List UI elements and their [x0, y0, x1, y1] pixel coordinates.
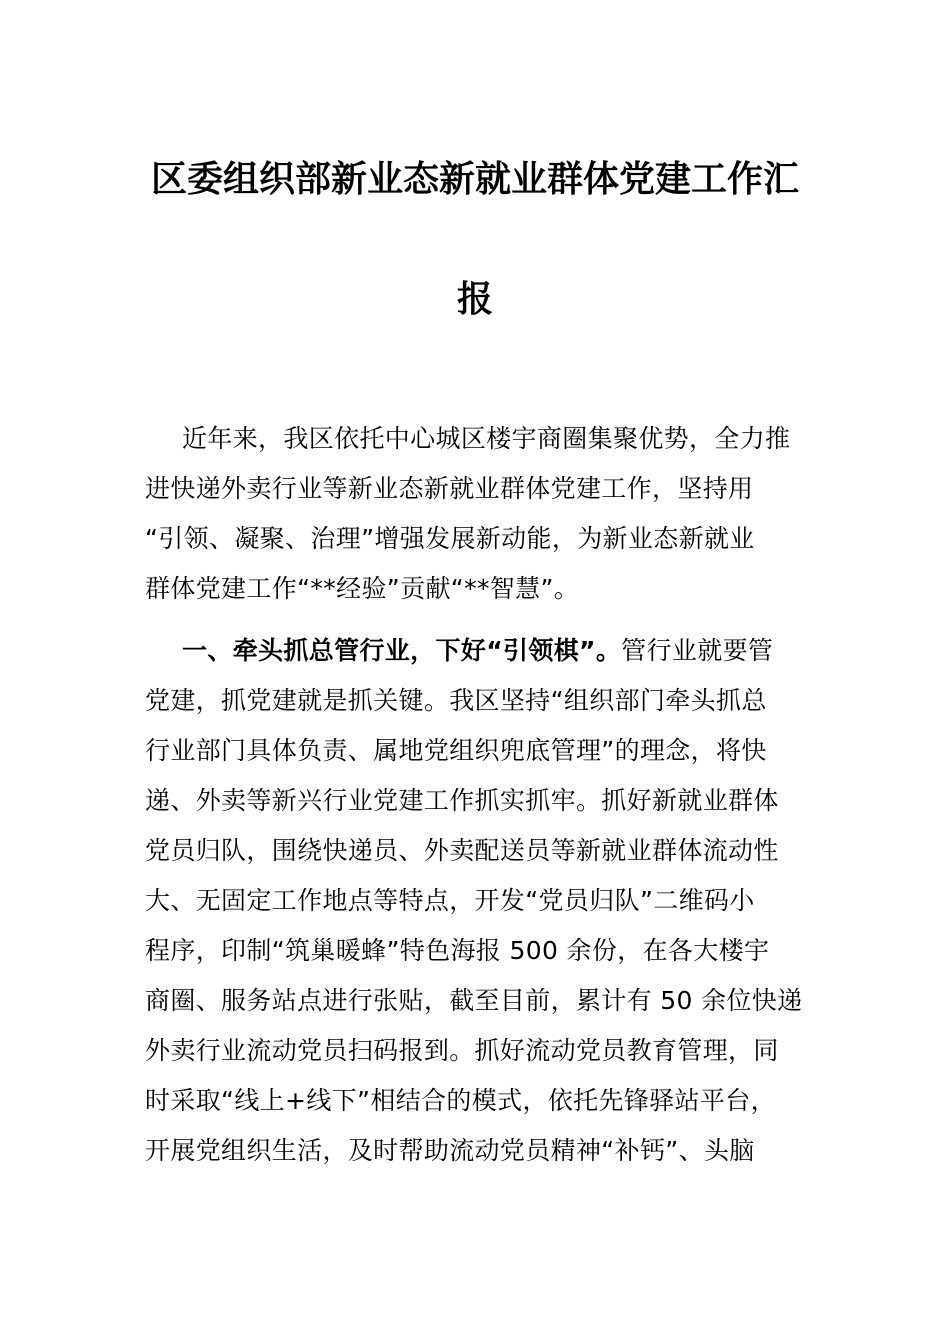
- paragraph-line: 进快递外卖行业等新业态新就业群体党建工作，坚持用: [145, 474, 754, 503]
- document-title-line-1: 区委组织部新业态新就业群体党建工作汇: [150, 159, 799, 200]
- paragraph-section-one: [145, 626, 807, 1176]
- paragraph-line: 商圈、服务站点进行张贴，截至目前，累计有 50 余位快递: [145, 986, 803, 1015]
- paragraph-line: 党员归队，围绕快递员、外卖配送员等新就业群体流动性: [145, 836, 779, 865]
- paragraph-line: 群体党建工作“**经验”贡献“**智慧”。: [145, 574, 580, 603]
- paragraph-line: 大、无固定工作地点等特点，开发“党员归队”二维码小: [145, 886, 755, 915]
- paragraph-line: 开展党组织生活，及时帮助流动党员精神“补钙”、头脑: [145, 1136, 755, 1165]
- paragraph-line: “引领、凝聚、治理”增强发展新动能，为新业态新就业: [145, 524, 755, 553]
- paragraph-line: 党建，抓党建就是抓关键。我区坚持“组织部门牵头抓总: [145, 686, 767, 715]
- document-title-line-2: 报: [456, 279, 493, 320]
- paragraph-line: 行业部门具体负责、属地党组织兜底管理”的理念，将快: [145, 736, 767, 765]
- section-heading: 一、牵头抓总管行业，下好“引领棋”。: [182, 636, 622, 665]
- section-text: 管行业就要管: [621, 636, 774, 665]
- paragraph-first-line: [145, 626, 807, 676]
- paragraph-line: 程序，印制“筑巢暖蜂”特色海报 500 余份，在各大楼宇: [145, 936, 770, 965]
- paragraph-line: 近年来，我区依托中心城区楼宇商圈集聚优势，全力推: [182, 424, 791, 453]
- paragraph-line: 外卖行业流动党员扫码报到。抓好流动党员教育管理，同: [145, 1036, 779, 1065]
- paragraph-line: 时采取“线上+线下”相结合的模式，依托先锋驿站平台，: [145, 1086, 776, 1115]
- paragraph-intro: [145, 414, 807, 614]
- paragraph-line: 递、外卖等新兴行业党建工作抓实抓牢。抓好新就业群体: [145, 786, 779, 815]
